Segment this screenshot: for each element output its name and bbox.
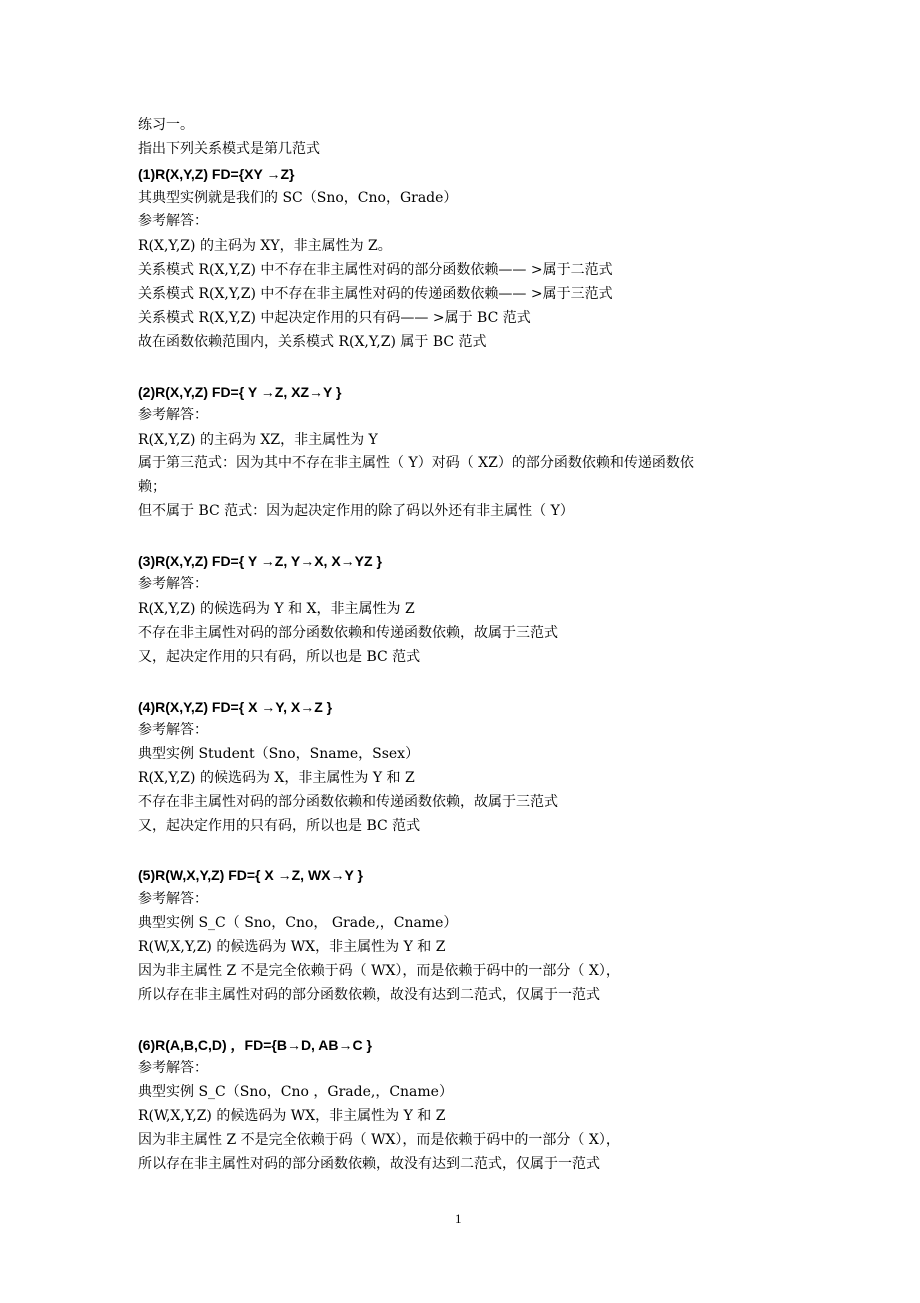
text-line: 关系模式 R(X,Y,Z) 中不存在非主属性对码的部分函数依赖—— >属于二范式 — [138, 262, 613, 278]
text-line: 典型实例 Student（Sno，Sname，Ssex） — [138, 746, 420, 762]
text-line: 参考解答： — [138, 1060, 208, 1076]
section-heading-4: (4)R(X,Y,Z) FD={ X →Y, X→Z } — [138, 699, 333, 715]
text-line: 参考解答： — [138, 213, 208, 229]
text-line: 所以存在非主属性对码的部分函数依赖，故没有达到二范式，仅属于一范式 — [138, 1156, 600, 1172]
text-line: 不存在非主属性对码的部分函数依赖和传递函数依赖，故属于三范式 — [138, 625, 558, 641]
text-line: 其典型实例就是我们的 SC（Sno，Cno，Grade） — [138, 190, 458, 206]
text-line: 又，起决定作用的只有码，所以也是 BC 范式 — [138, 649, 421, 665]
section-heading-1: (1)R(X,Y,Z) FD={XY →Z} — [138, 166, 295, 182]
text-line: 指出下列关系模式是第几范式 — [138, 141, 320, 157]
text-line: 参考解答： — [138, 407, 208, 423]
text-line: 又，起决定作用的只有码，所以也是 BC 范式 — [138, 818, 421, 834]
text-line: R(X,Y,Z) 的主码为 XY，非主属性为 Z。 — [138, 238, 392, 254]
text-line: 关系模式 R(X,Y,Z) 中不存在非主属性对码的传递函数依赖—— >属于三范式 — [138, 286, 613, 302]
text-line: 赖； — [138, 479, 166, 495]
section-heading-3: (3)R(X,Y,Z) FD={ Y →Z, Y→X, X→YZ } — [138, 553, 382, 569]
text-line: R(X,Y,Z) 的候选码为 X，非主属性为 Y 和 Z — [138, 770, 415, 786]
text-line: 参考解答： — [138, 722, 208, 738]
page-number: 1 — [455, 1211, 462, 1226]
text-line: R(W,X,Y,Z) 的候选码为 WX，非主属性为 Y 和 Z — [138, 1108, 446, 1124]
text-line: 不存在非主属性对码的部分函数依赖和传递函数依赖，故属于三范式 — [138, 794, 558, 810]
text-line: 属于第三范式：因为其中不存在非主属性（ Y）对码（ XZ）的部分函数依赖和传递函数依 — [138, 455, 694, 471]
text-line: 所以存在非主属性对码的部分函数依赖，故没有达到二范式，仅属于一范式 — [138, 987, 600, 1003]
text-line: 但不属于 BC 范式：因为起决定作用的除了码以外还有非主属性（ Y） — [138, 503, 574, 519]
text-line: 因为非主属性 Z 不是完全依赖于码（ WX），而是依赖于码中的一部分（ X）， — [138, 963, 620, 979]
text-line: 因为非主属性 Z 不是完全依赖于码（ WX），而是依赖于码中的一部分（ X）， — [138, 1132, 620, 1148]
text-line: R(X,Y,Z) 的候选码为 Y 和 X，非主属性为 Z — [138, 601, 415, 617]
text-line: 典型实例 S_C（Sno，Cno ，Grade,，Cname） — [138, 1084, 453, 1100]
section-heading-5: (5)R(W,X,Y,Z) FD={ X →Z, WX→Y } — [138, 867, 363, 883]
section-heading-2: (2)R(X,Y,Z) FD={ Y →Z, XZ→Y } — [138, 384, 342, 400]
text-line: R(W,X,Y,Z) 的候选码为 WX，非主属性为 Y 和 Z — [138, 939, 446, 955]
text-line: 典型实例 S_C（ Sno，Cno， Grade,，Cname） — [138, 915, 458, 931]
text-line: 参考解答： — [138, 576, 208, 592]
text-line: 练习一。 — [138, 117, 194, 133]
section-heading-6: (6)R(A,B,C,D) ，FD={B→D, AB→C } — [138, 1037, 372, 1053]
text-line: 故在函数依赖范围内，关系模式 R(X,Y,Z) 属于 BC 范式 — [138, 334, 487, 350]
text-line: 关系模式 R(X,Y,Z) 中起决定作用的只有码—— >属于 BC 范式 — [138, 310, 531, 326]
text-line: 参考解答： — [138, 891, 208, 907]
text-line: R(X,Y,Z) 的主码为 XZ，非主属性为 Y — [138, 432, 378, 448]
